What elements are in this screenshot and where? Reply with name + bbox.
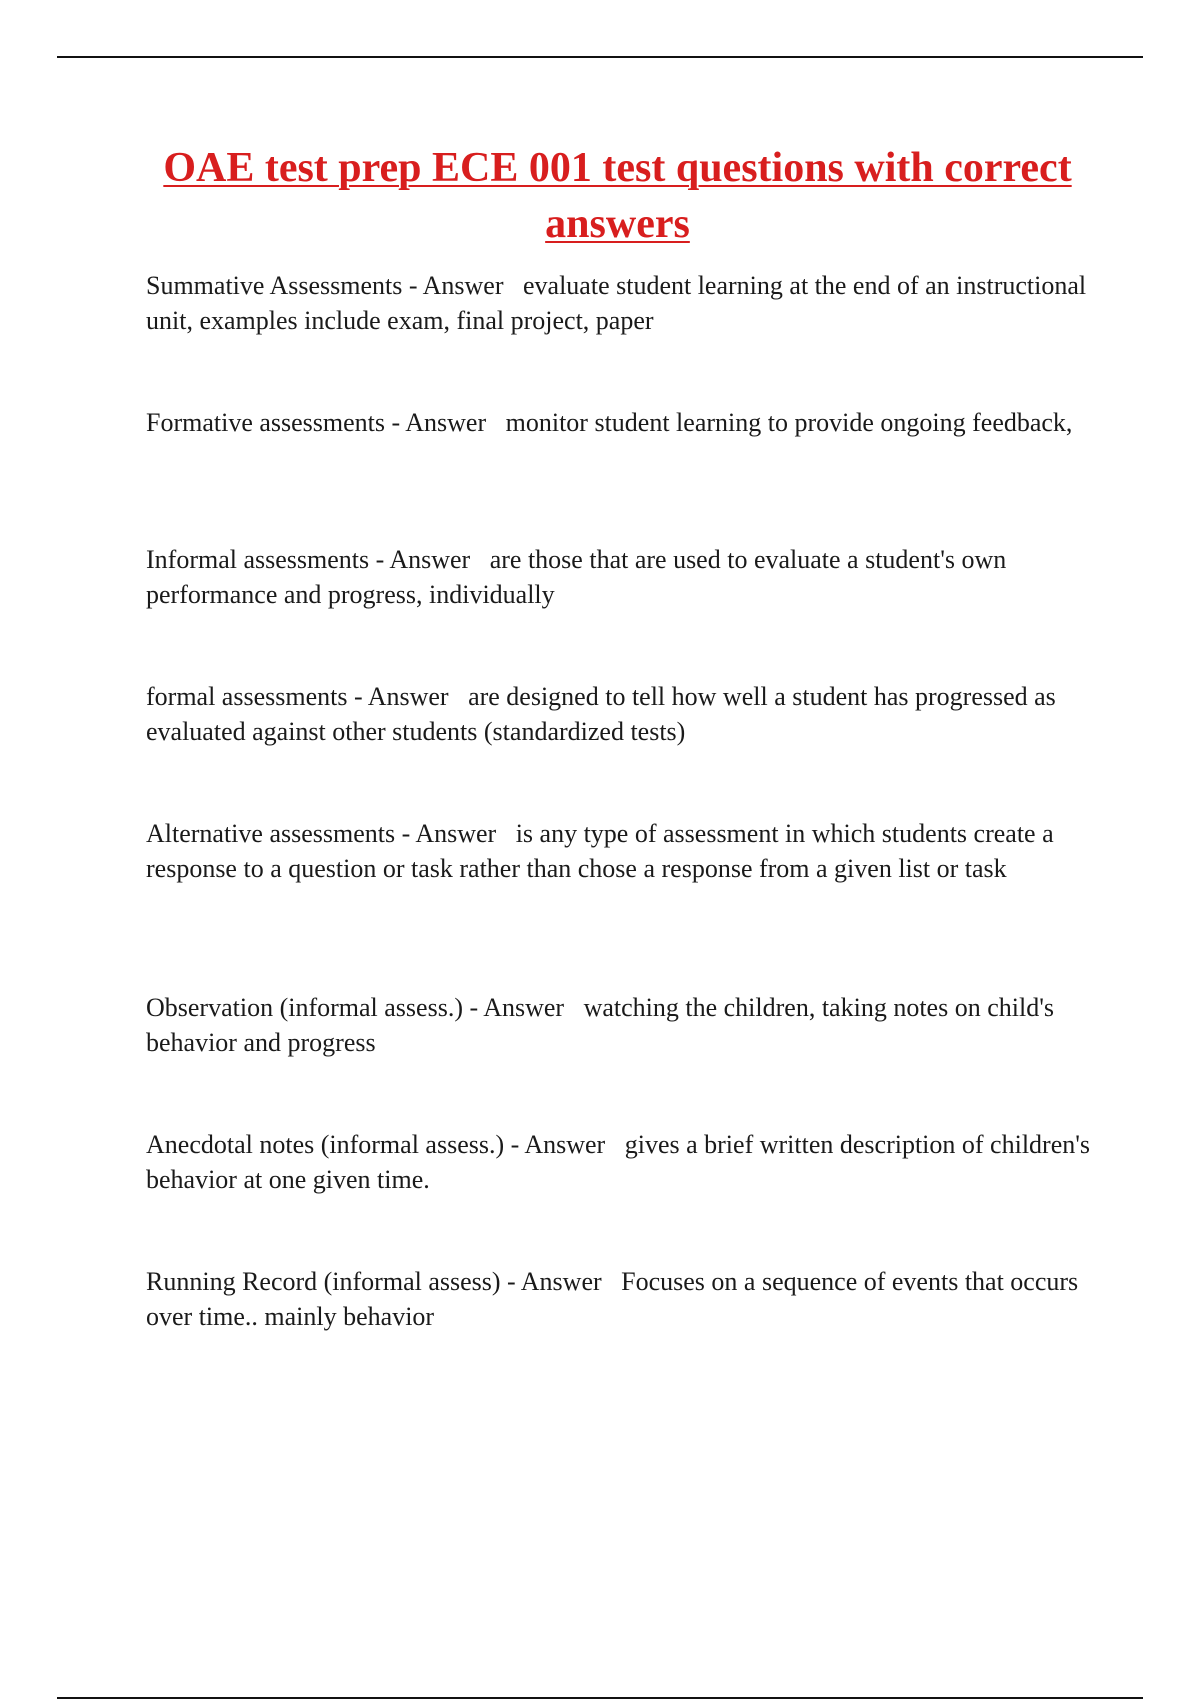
bottom-rule	[57, 1697, 1143, 1699]
entry-answer: gives a brief written description of children's behavior at one given time.	[146, 1130, 1091, 1194]
entry-term: Observation (informal assess.)	[146, 993, 463, 1022]
entry-term: Anecdotal notes (informal assess.)	[146, 1130, 505, 1159]
qa-entry	[146, 1127, 1091, 1264]
entry-answer: are those that are used to evaluate a student's own performance and progress, individually	[146, 545, 1007, 609]
entry-separator: - Answer	[395, 819, 516, 848]
qa-entry	[146, 990, 1091, 1127]
entry-separator: - Answer	[504, 1130, 625, 1159]
entry-answer: Focuses on a sequence of events that occurs over time.. mainly behavior	[146, 1267, 1079, 1331]
entry-answer: is any type of assessment in which students create a response to a question or task rather than chose a response from a given list or task	[146, 819, 1054, 883]
entry-term: Summative Assessments	[146, 271, 403, 300]
entry-term: Alternative assessments	[146, 819, 396, 848]
entry-term: Formative assessments	[146, 408, 386, 437]
entry-term: Informal assessments	[146, 545, 370, 574]
qa-entry	[146, 268, 1091, 405]
entry-term: Running Record (informal assess)	[146, 1267, 501, 1296]
entry-separator: - Answer	[347, 682, 469, 711]
qa-entry	[146, 679, 1091, 816]
qa-list	[146, 268, 1091, 1401]
qa-entry	[146, 816, 1091, 990]
entry-answer: evaluate student learning at the end of an instructional unit, examples include exam, final project, paper	[146, 271, 1087, 335]
entry-answer: monitor student learning to provide ongoing feedback,	[505, 408, 1073, 437]
qa-entry	[146, 405, 1091, 542]
entry-answer: are designed to tell how well a student has progressed as evaluated against other students (standardized tests)	[146, 682, 1056, 746]
entry-term: formal assessments	[146, 682, 348, 711]
qa-entry	[146, 1264, 1091, 1401]
entry-separator: - Answer	[385, 408, 506, 437]
entry-separator: - Answer	[402, 271, 523, 300]
entry-separator: - Answer	[369, 545, 490, 574]
document-title: OAE test prep ECE 001 test questions with correct answers	[163, 145, 1072, 247]
entry-separator: - Answer	[462, 993, 584, 1022]
qa-entry	[146, 542, 1091, 679]
entry-answer: watching the children, taking notes on child's behavior and progress	[146, 993, 1054, 1057]
top-rule	[57, 56, 1143, 58]
entry-separator: - Answer	[500, 1267, 622, 1296]
